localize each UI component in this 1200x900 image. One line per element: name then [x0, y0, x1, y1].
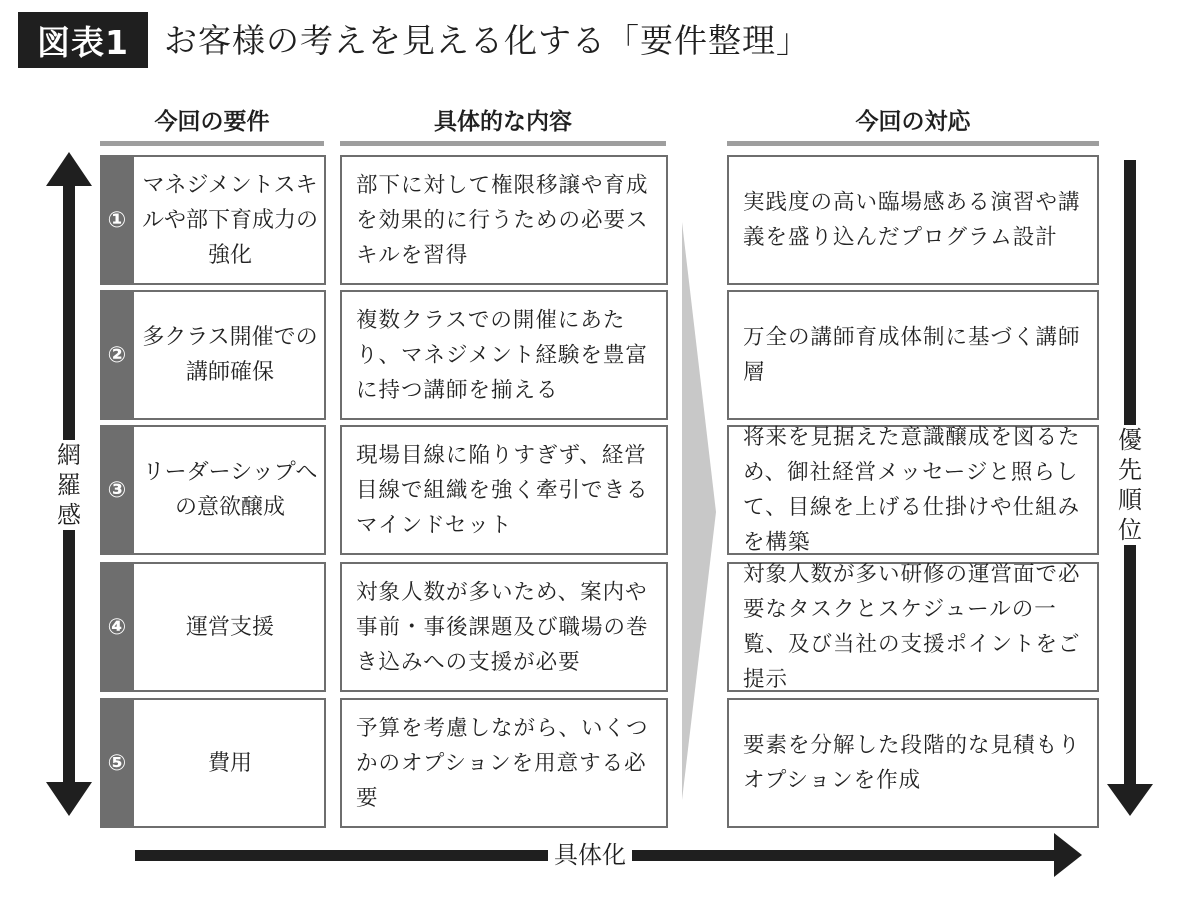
row-number: ①	[100, 157, 134, 283]
content-cell: 対象人数が多いため、案内や事前・事後課題及び職場の巻き込みへの支援が必要	[340, 562, 668, 692]
response-cell: 将来を見据えた意識醸成を図るため、御社経営メッセージと照らして、目線を上げる仕掛けや仕組みを構築	[727, 425, 1099, 555]
response-cell: 対象人数が多い研修の運営面で必要なタスクとスケジュールの一覧、及び当社の支援ポイントをご提示	[727, 562, 1099, 692]
column-header-response: 今回の対応	[727, 102, 1099, 146]
axis-label-comprehensiveness: 網羅感	[52, 440, 86, 530]
content-cell: 複数クラスでの開催にあたり、マネジメント経験を豊富に持つ講師を揃える	[340, 290, 668, 420]
flow-chevron	[682, 222, 716, 800]
content-cell: 現場目線に陥りすぎず、経営目線で組織を強く牽引できるマインドセット	[340, 425, 668, 555]
response-cell: 万全の講師育成体制に基づく講師層	[727, 290, 1099, 420]
axis-label-concreteness: 具体化	[548, 840, 632, 870]
row-number: ②	[100, 292, 134, 418]
requirement-text: 多クラス開催での講師確保	[142, 325, 318, 385]
column-header-requirement: 今回の要件	[100, 102, 324, 146]
content-cell: 部下に対して権限移譲や育成を効果的に行うための必要スキルを習得	[340, 155, 668, 285]
requirement-text: マネジメントスキルや部下育成力の強化	[142, 172, 319, 268]
content-cell: 予算を考慮しながら、いくつかのオプションを用意する必要	[340, 698, 668, 828]
response-cell: 実践度の高い臨場感ある演習や講義を盛り込んだプログラム設計	[727, 155, 1099, 285]
requirement-text: リーダーシップへの意欲醸成	[142, 460, 318, 520]
requirement-text: 費用	[207, 750, 252, 776]
response-cell: 要素を分解した段階的な見積もりオプションを作成	[727, 698, 1099, 828]
figure-title: お客様の考えを見える化する「要件整理」	[164, 21, 810, 60]
axis-label-priority: 優先順位	[1113, 425, 1147, 545]
column-header-content: 具体的な内容	[340, 102, 666, 146]
figure-badge: 図表1	[18, 12, 148, 68]
row-number: ④	[100, 564, 134, 690]
row-number: ③	[100, 427, 134, 553]
row-number: ⑤	[100, 700, 134, 826]
requirement-text: 運営支援	[185, 614, 274, 640]
